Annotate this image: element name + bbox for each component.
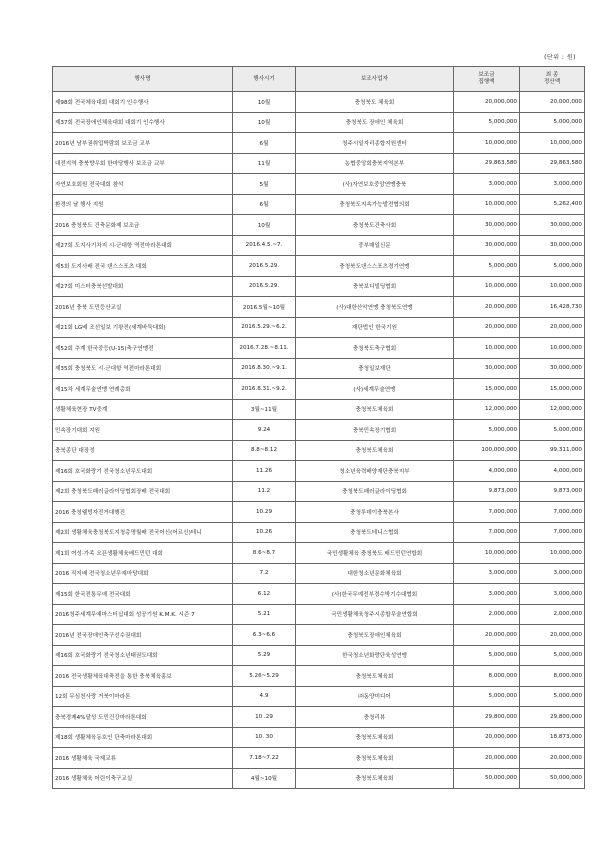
- org-cell: 중부매일신문: [296, 235, 454, 256]
- event-cell: 제15회 한국전통무예 전국대회: [53, 584, 233, 605]
- subsidy-cell: 3,000,000: [454, 584, 520, 605]
- table-row: [53, 194, 585, 215]
- period-cell: 5.26~5.29: [233, 666, 296, 687]
- period-cell: 8.8~8.12: [233, 440, 296, 461]
- table-row: [53, 399, 585, 420]
- subsidy-cell: 20,000,000: [454, 625, 520, 646]
- subsidy-cell: 8,000,000: [454, 666, 520, 687]
- header-final-line2: 정산액: [543, 79, 561, 85]
- period-cell: 2016.8.31.~9.2.: [233, 379, 296, 400]
- final-cell: 8,000,000: [520, 666, 585, 687]
- event-cell: 2016 전국생활체육대축전을 통한 충북체육홍보: [53, 666, 233, 687]
- table-row: [53, 625, 585, 646]
- final-cell: 9,873,000: [520, 481, 585, 502]
- period-cell: 8.6~8.7: [233, 543, 296, 564]
- org-cell: 충청북도 장애인 체육회: [296, 112, 454, 133]
- table-row: [53, 338, 585, 359]
- event-cell: 제98회 전국체육대회 대회기 인수행사: [53, 92, 233, 113]
- table-row: [53, 666, 585, 687]
- table-row: [53, 92, 585, 113]
- org-cell: 충청북도축구협회: [296, 338, 454, 359]
- event-cell: 대전지역 충북향우회 한마당행사 보조금 교부: [53, 153, 233, 174]
- table-row: [53, 276, 585, 297]
- subsidy-cell: 10,000,000: [454, 543, 520, 564]
- period-cell: 5.21: [233, 604, 296, 625]
- org-cell: 충청북도장애인체육회: [296, 625, 454, 646]
- org-cell: 충청리뷰: [296, 707, 454, 728]
- period-cell: 2016.5월~10월: [233, 297, 296, 318]
- header-subsidy-line2: 집행액: [478, 79, 495, 85]
- final-cell: 20,000,000: [520, 625, 585, 646]
- final-cell: 10,000,000: [520, 133, 585, 154]
- subsidy-cell: 10,000,000: [454, 133, 520, 154]
- org-cell: (사)대한산악연맹 충청북도연맹: [296, 297, 454, 318]
- header-final: [520, 67, 585, 92]
- event-cell: 생활체육현장 TV중계: [53, 399, 233, 420]
- final-cell: 5,000,000: [520, 645, 585, 666]
- final-cell: 10,000,000: [520, 338, 585, 359]
- event-cell: 제27회 미스터충북선발대회: [53, 276, 233, 297]
- org-cell: 청주시일자리종합지원센터: [296, 133, 454, 154]
- event-cell: 12회 무심천사랑 거북이마라톤: [53, 686, 233, 707]
- final-cell: 2,000,000: [520, 604, 585, 625]
- final-cell: 7,000,000: [520, 522, 585, 543]
- period-cell: 10.26: [233, 522, 296, 543]
- event-cell: 2016 생활체육 어린이축구교실: [53, 768, 233, 789]
- final-cell: 50,000,000: [520, 768, 585, 789]
- header-org: 보조사업자: [296, 67, 454, 92]
- org-cell: 충청북도패러글라이딩협회: [296, 481, 454, 502]
- period-cell: 10.29: [233, 502, 296, 523]
- final-cell: 3,000,000: [520, 174, 585, 195]
- table-row: [53, 502, 585, 523]
- table-row: [53, 563, 585, 584]
- table-row: [53, 133, 585, 154]
- final-cell: 20,000,000: [520, 92, 585, 113]
- final-cell: 5,000,000: [520, 256, 585, 277]
- period-cell: 4.9: [233, 686, 296, 707]
- event-cell: 제52회 추계 한국중등(U-15)축구연맹전: [53, 338, 233, 359]
- table-row: [53, 379, 585, 400]
- event-cell: 2016 생활체육 국제교류: [53, 748, 233, 769]
- subsidy-cell: 2,000,000: [454, 604, 520, 625]
- subsidy-cell: 5,000,000: [454, 686, 520, 707]
- subsidy-cell: 5,000,000: [454, 112, 520, 133]
- final-cell: 30,000,000: [520, 358, 585, 379]
- org-cell: ㈜동양미디어: [296, 686, 454, 707]
- event-cell: 환경의 날 행사 지원: [53, 194, 233, 215]
- event-cell: 2016년 남부권취업박람회 보조금 교부: [53, 133, 233, 154]
- unit-label: (단위 : 원): [544, 54, 576, 61]
- period-cell: 6.12: [233, 584, 296, 605]
- event-cell: 2016년 전국장애인축구선수권대회: [53, 625, 233, 646]
- event-cell: 제16회 호국화랑기 전국청소년무도대회: [53, 461, 233, 482]
- event-cell: 2016년 충북 도민등산교실: [53, 297, 233, 318]
- event-cell: 충북종단 대장정: [53, 440, 233, 461]
- subsidy-cell: 50,000,000: [454, 768, 520, 789]
- subsidy-cell: 5,000,000: [454, 256, 520, 277]
- header-final-line1: 최 종: [545, 72, 559, 79]
- subsidy-cell: 30,000,000: [454, 235, 520, 256]
- subsidy-cell: 7,000,000: [454, 502, 520, 523]
- table-row: [53, 748, 585, 769]
- org-cell: 충청투데이충북본사: [296, 502, 454, 523]
- org-cell: 충청북도체육회: [296, 727, 454, 748]
- org-cell: 충청북도체육회: [296, 440, 454, 461]
- org-cell: (사)자연보호중앙연맹충북: [296, 174, 454, 195]
- final-cell: 18,873,000: [520, 727, 585, 748]
- final-cell: 10,000,000: [520, 276, 585, 297]
- event-cell: 2016 충청북도 건축문화제 보조금: [53, 215, 233, 236]
- event-cell: 2016 직지배 전국청소년무예마당대회: [53, 563, 233, 584]
- subsidy-cell: 15,000,000: [454, 379, 520, 400]
- subsidy-cell: 12,000,000: [454, 399, 520, 420]
- subsidy-cell: 20,000,000: [454, 92, 520, 113]
- final-cell: 7,000,000: [520, 502, 585, 523]
- table-body: [53, 92, 585, 789]
- period-cell: 11월: [233, 153, 296, 174]
- event-cell: 제35회 충청북도 시·군대항 역전마라톤대회: [53, 358, 233, 379]
- table-row: [53, 235, 585, 256]
- period-cell: 2016.4.5.~7.: [233, 235, 296, 256]
- org-cell: 충청북도테니스협회: [296, 522, 454, 543]
- event-cell: 자연보호회원 전국대회 참석: [53, 174, 233, 195]
- org-cell: 국민생활체육청주시종합무술연합회: [296, 604, 454, 625]
- org-cell: 충청일보재단: [296, 358, 454, 379]
- period-cell: 5.29: [233, 645, 296, 666]
- period-cell: 4월~10월: [233, 768, 296, 789]
- final-cell: 30,000,000: [520, 235, 585, 256]
- subsidy-cell: 20,000,000: [454, 297, 520, 318]
- final-cell: 10,000,000: [520, 543, 585, 564]
- event-cell: 제37회 전국장애인체육대회 대회기 인수행사: [53, 112, 233, 133]
- org-cell: 국민생활체육 충청북도 배드민턴연합회: [296, 543, 454, 564]
- org-cell: 충북민속장기협회: [296, 420, 454, 441]
- final-cell: 20,000,000: [520, 317, 585, 338]
- event-cell: 제2회 충청북도패러글라이딩협회장배 전국대회: [53, 481, 233, 502]
- final-cell: 30,000,000: [520, 215, 585, 236]
- period-cell: 10월: [233, 92, 296, 113]
- event-cell: 제15차 세계무술연맹 연례총회: [53, 379, 233, 400]
- table-row: [53, 686, 585, 707]
- subsidy-cell: 30,000,000: [454, 215, 520, 236]
- subsidy-cell: 4,000,000: [454, 461, 520, 482]
- table-row: [53, 317, 585, 338]
- subsidy-cell: 3,000,000: [454, 563, 520, 584]
- table-row: [53, 522, 585, 543]
- final-cell: 5,000,000: [520, 420, 585, 441]
- table-row: [53, 768, 585, 789]
- event-cell: 제2회 생활체육충청북도지청총명월배 전국어신(어르신)테니: [53, 522, 233, 543]
- event-cell: 2016 충청웰빙자전거대행진: [53, 502, 233, 523]
- final-cell: 3,000,000: [520, 563, 585, 584]
- period-cell: 10월: [233, 215, 296, 236]
- event-cell: 충북경제4%달성 도민건강마라톤대회: [53, 707, 233, 728]
- table-header-row: [53, 67, 585, 92]
- header-subsidy-line1: 보조금: [478, 72, 495, 79]
- table-row: [53, 461, 585, 482]
- event-cell: 제18회 생활체육동호인 단축마라톤대회: [53, 727, 233, 748]
- table-row: [53, 297, 585, 318]
- final-cell: 20,000,000: [520, 748, 585, 769]
- table-row: [53, 174, 585, 195]
- event-cell: 민속장기대회 지원: [53, 420, 233, 441]
- table-row: [53, 420, 585, 441]
- subsidy-cell: 20,000,000: [454, 727, 520, 748]
- org-cell: 충청북도 체육회: [296, 92, 454, 113]
- org-cell: 충청북도건축사회: [296, 215, 454, 236]
- org-cell: 충청북도체육회: [296, 768, 454, 789]
- event-cell: 제5회 도지사배 전국 댄스스포츠 대회: [53, 256, 233, 277]
- subsidy-cell: 5,000,000: [454, 420, 520, 441]
- final-cell: 12,000,000: [520, 399, 585, 420]
- period-cell: 7.2: [233, 563, 296, 584]
- table-row: [53, 707, 585, 728]
- subsidy-cell: 100,000,000: [454, 440, 520, 461]
- table-row: [53, 256, 585, 277]
- org-cell: 청소년육력배양재단충북지부: [296, 461, 454, 482]
- final-cell: 4,000,000: [520, 461, 585, 482]
- period-cell: 2016.8.30.~9.1.: [233, 358, 296, 379]
- event-cell: 2016청주세계무예마스터십대회 성공기원 K.M.K. 시즌 7: [53, 604, 233, 625]
- final-cell: 99,311,000: [520, 440, 585, 461]
- period-cell: 10월: [233, 112, 296, 133]
- final-cell: 3,000,000: [520, 584, 585, 605]
- event-cell: 제27회 도지사기차지 시·군대항 역전마라톤대회: [53, 235, 233, 256]
- table-row: [53, 584, 585, 605]
- period-cell: 2016.5.29.: [233, 276, 296, 297]
- period-cell: 11.2: [233, 481, 296, 502]
- event-cell: 제16회 호국화랑기 전국청소년태권도대회: [53, 645, 233, 666]
- org-cell: 충북보디빌딩협회: [296, 276, 454, 297]
- org-cell: 충청북도댄스스포츠경기연맹: [296, 256, 454, 277]
- period-cell: 5월: [233, 174, 296, 195]
- header-event: 행사명: [53, 67, 233, 92]
- period-cell: 3월~11월: [233, 399, 296, 420]
- period-cell: 2016.5.29.: [233, 256, 296, 277]
- table-row: [53, 543, 585, 564]
- org-cell: 대한청소년문화체육회: [296, 563, 454, 584]
- period-cell: 2016.7.28.~8.11.: [233, 338, 296, 359]
- table-row: [53, 645, 585, 666]
- table-row: [53, 440, 585, 461]
- final-cell: 5,000,000: [520, 112, 585, 133]
- period-cell: 10 .29: [233, 707, 296, 728]
- org-cell: 한국청소년화랑단육성연맹: [296, 645, 454, 666]
- period-cell: 6.3~6.6: [233, 625, 296, 646]
- period-cell: 10. 30: [233, 727, 296, 748]
- period-cell: 11.26: [233, 461, 296, 482]
- subsidy-table: [52, 66, 585, 789]
- table-row: [53, 112, 585, 133]
- header-subsidy: [454, 67, 520, 92]
- table-row: [53, 358, 585, 379]
- table-row: [53, 153, 585, 174]
- subsidy-cell: 9,873,000: [454, 481, 520, 502]
- subsidy-cell: 20,000,000: [454, 748, 520, 769]
- final-cell: 29,863,580: [520, 153, 585, 174]
- period-cell: 6월: [233, 194, 296, 215]
- org-cell: 충청북도체육회: [296, 748, 454, 769]
- final-cell: 5,000,000: [520, 686, 585, 707]
- subsidy-cell: 20,000,000: [454, 317, 520, 338]
- period-cell: 9.24: [233, 420, 296, 441]
- subsidy-cell: 10,000,000: [454, 276, 520, 297]
- final-cell: 5,262,400: [520, 194, 585, 215]
- table-row: [53, 481, 585, 502]
- final-cell: 29,800,000: [520, 707, 585, 728]
- table-row: [53, 215, 585, 236]
- period-cell: 6월: [233, 133, 296, 154]
- org-cell: (사)한국무예전부경수박기수대협회: [296, 584, 454, 605]
- event-cell: 제21회 LG배 조선일보 기왕전(세계바둑대회): [53, 317, 233, 338]
- table-row: [53, 604, 585, 625]
- final-cell: 15,000,000: [520, 379, 585, 400]
- event-cell: 제1회 여성·가족 오픈생활체육배드민턴 대회: [53, 543, 233, 564]
- subsidy-cell: 10,000,000: [454, 338, 520, 359]
- subsidy-cell: 29,863,580: [454, 153, 520, 174]
- subsidy-cell: 29,800,000: [454, 707, 520, 728]
- subsidy-cell: 30,000,000: [454, 358, 520, 379]
- header-period: 행사시기: [233, 67, 296, 92]
- org-cell: 재단법인 한국기원: [296, 317, 454, 338]
- org-cell: (사)세계무술연맹: [296, 379, 454, 400]
- table-row: [53, 727, 585, 748]
- subsidy-cell: 5,000,000: [454, 645, 520, 666]
- org-cell: 충청북도체육회: [296, 399, 454, 420]
- subsidy-cell: 10,000,000: [454, 194, 520, 215]
- period-cell: 7.18~7.22: [233, 748, 296, 769]
- org-cell: 충청북도지속가능발전협의회: [296, 194, 454, 215]
- period-cell: 2016.5.29.~6.2.: [233, 317, 296, 338]
- subsidy-cell: 3,000,000: [454, 174, 520, 195]
- subsidy-cell: 7,000,000: [454, 522, 520, 543]
- org-cell: 농협중앙회충북지역본부: [296, 153, 454, 174]
- org-cell: 충청북도체육회: [296, 666, 454, 687]
- final-cell: 16,428,730: [520, 297, 585, 318]
